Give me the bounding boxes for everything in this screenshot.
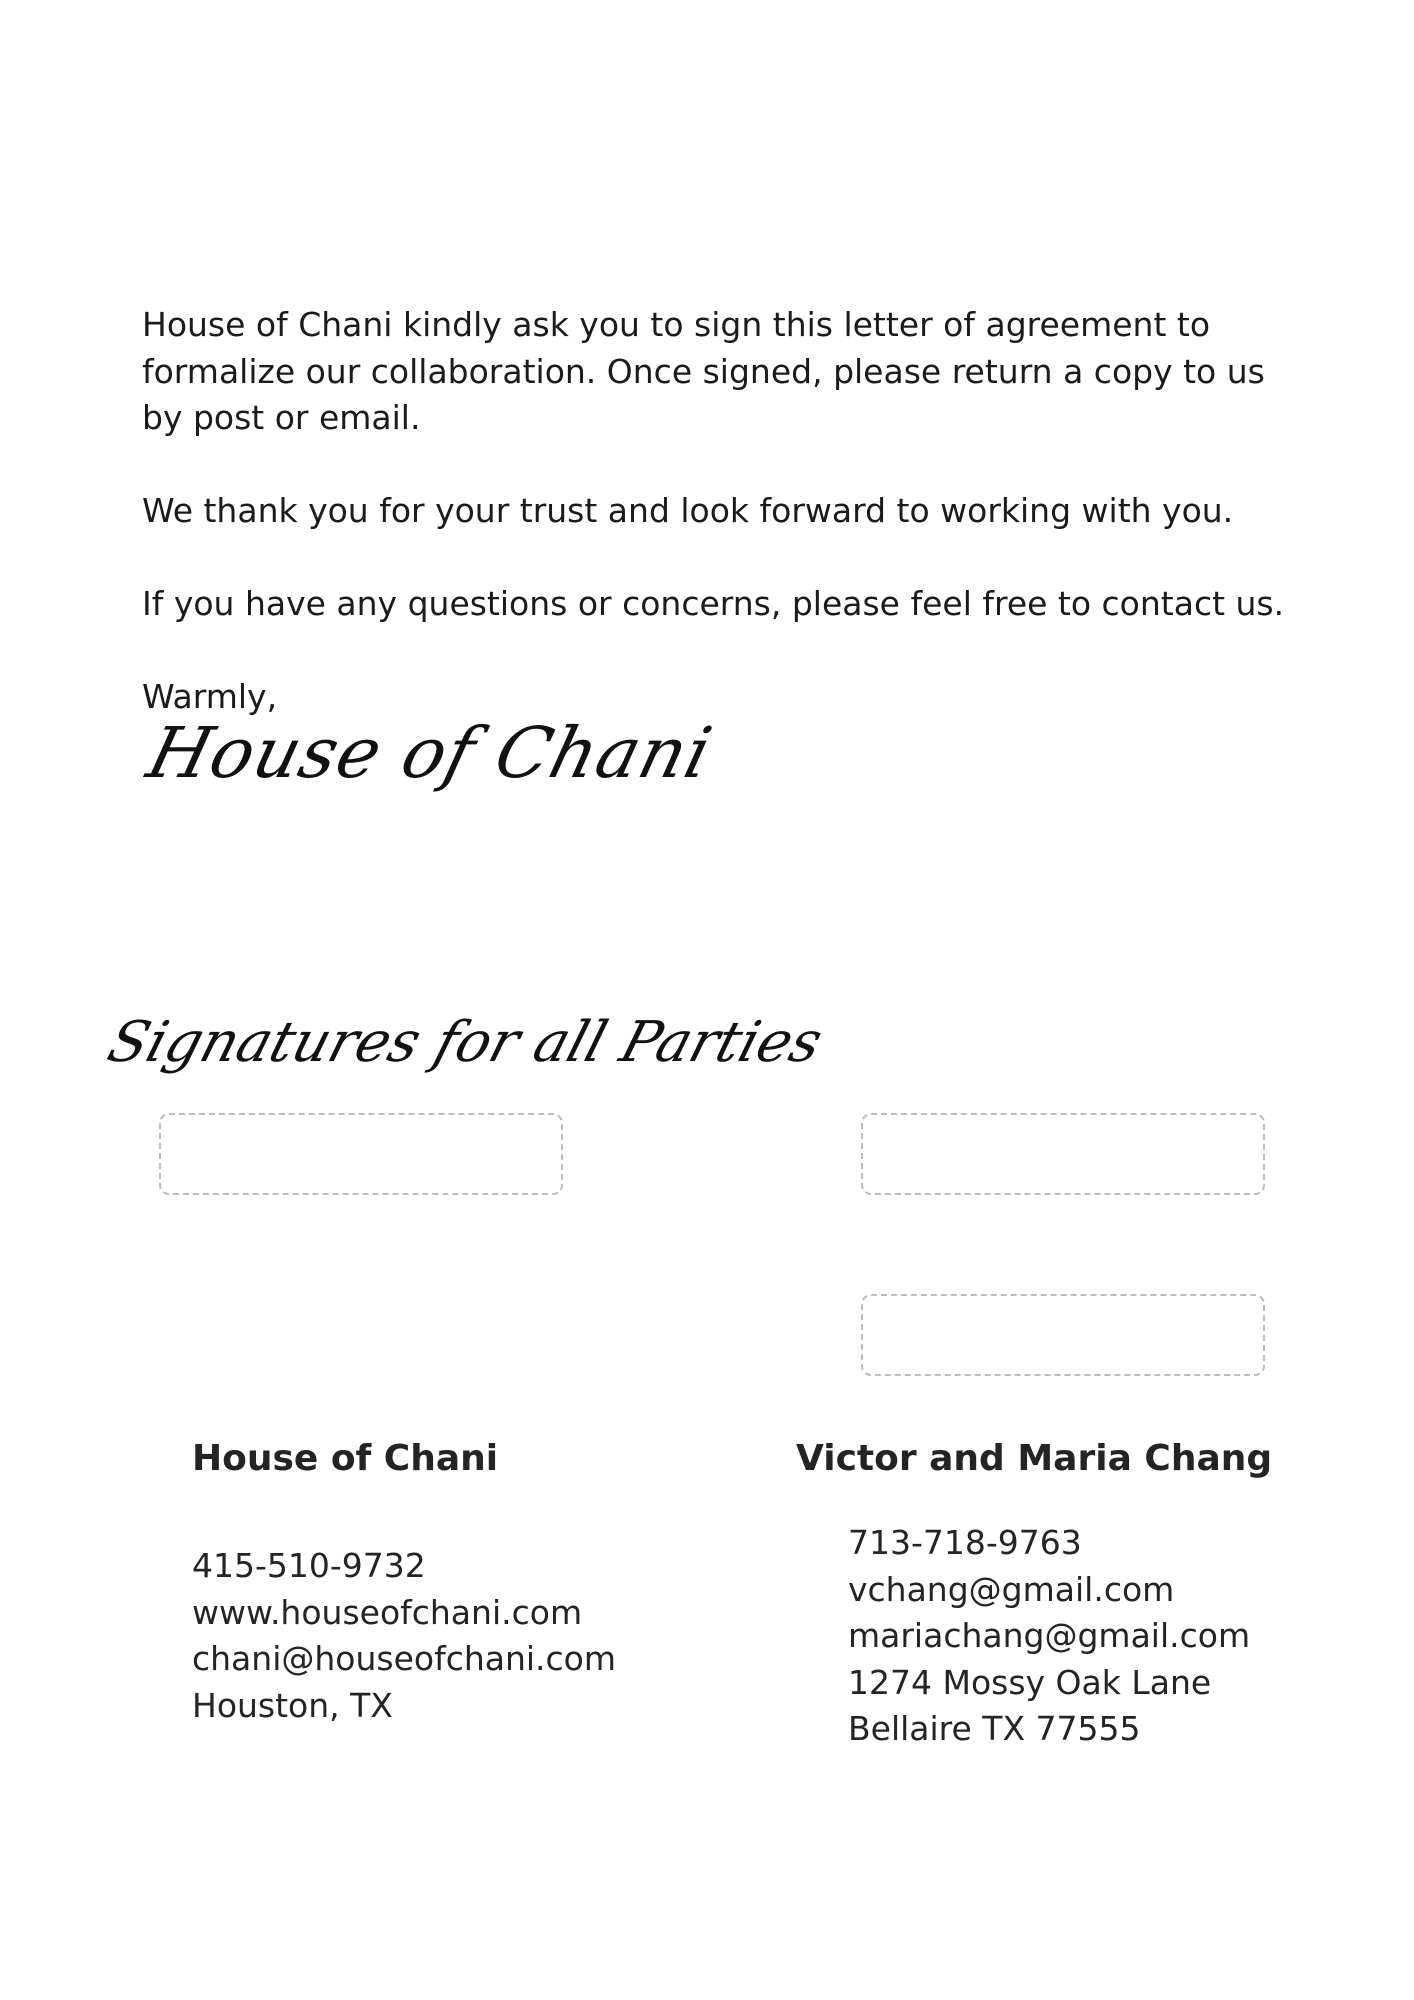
signature-field-maria-chang[interactable]	[861, 1294, 1265, 1376]
contact-block-house-of-chani	[192, 1543, 616, 1729]
letter-paragraph-thanks: We thank you for your trust and look forward to working with you.	[142, 491, 1234, 530]
contact-location: Houston, TX	[192, 1685, 393, 1725]
handwritten-signature-house-of-chani: House of Chani	[139, 712, 721, 794]
signature-field-house-of-chani[interactable]	[159, 1113, 563, 1195]
contact-phone: 415-510-9732	[192, 1546, 426, 1585]
contact-address-line-2: Bellaire TX 77555	[848, 1709, 1141, 1748]
contact-email: chani@houseofchani.com	[192, 1639, 617, 1678]
contact-website: www.houseofchani.com	[192, 1592, 583, 1632]
contact-email-maria: mariachang@gmail.com	[848, 1616, 1251, 1655]
contact-block-chang	[848, 1520, 1250, 1753]
letter-paragraph-contact: If you have any questions or concerns, please feel free to contact us.	[142, 584, 1285, 623]
letter-closing: Warmly,	[142, 677, 278, 716]
party-name-house-of-chani: House of Chani	[192, 1438, 499, 1479]
contact-email-victor: vchang@gmail.com	[848, 1569, 1175, 1609]
contact-phone: 713-718-9763	[848, 1523, 1082, 1562]
contact-address-line-1: 1274 Mossy Oak Lane	[848, 1662, 1212, 1702]
party-name-victor-and-maria-chang: Victor and Maria Chang	[796, 1438, 1273, 1479]
signatures-heading: Signatures for all Parties	[100, 1010, 830, 1075]
signature-field-victor-chang[interactable]	[861, 1113, 1265, 1195]
letter-paragraph-request: House of Chani kindly ask you to sign this letter of agreement to formalize our collaboration. Once signed, please return a copy to us by post or email.	[142, 305, 1265, 437]
letter-body	[142, 302, 1292, 721]
